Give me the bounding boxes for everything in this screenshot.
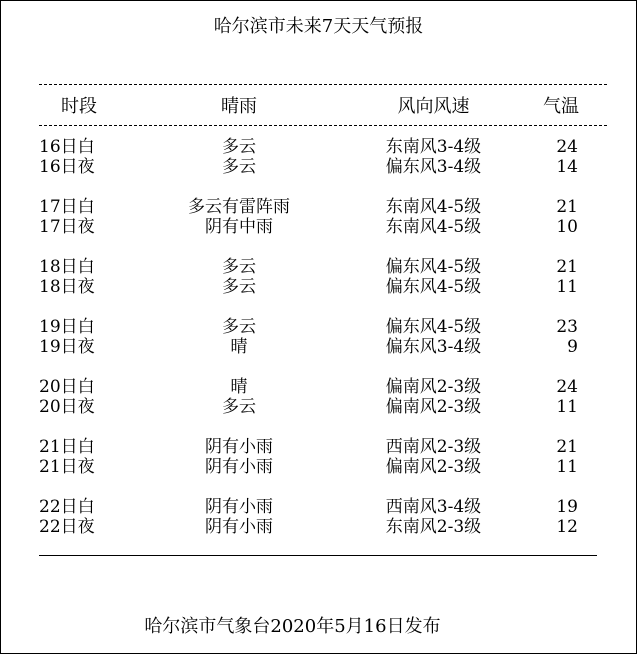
table-row bbox=[1, 137, 636, 157]
table-row bbox=[1, 437, 636, 457]
wind-cell: 东南风4-5级 bbox=[385, 197, 482, 217]
weather-cell: 阴有小雨 bbox=[205, 457, 273, 477]
table-row bbox=[1, 277, 636, 297]
weather-cell: 多云 bbox=[222, 397, 256, 417]
wind-cell: 西南风3-4级 bbox=[385, 497, 482, 517]
day-group bbox=[1, 497, 636, 557]
period-cell: 16日夜 bbox=[39, 157, 95, 177]
day-group bbox=[1, 317, 636, 377]
header-top-rule bbox=[39, 84, 607, 85]
wind-cell: 偏南风2-3级 bbox=[385, 397, 482, 417]
temperature-cell: 11 bbox=[556, 277, 578, 297]
header-weather: 晴雨 bbox=[221, 96, 257, 117]
period-cell: 17日夜 bbox=[39, 217, 95, 237]
table-row bbox=[1, 217, 636, 237]
table-header bbox=[1, 95, 636, 119]
wind-cell: 偏南风2-3级 bbox=[385, 457, 482, 477]
weather-cell: 多云 bbox=[222, 277, 256, 297]
wind-cell: 偏东风4-5级 bbox=[385, 277, 482, 297]
temperature-cell: 11 bbox=[556, 457, 578, 477]
weather-cell: 多云 bbox=[222, 257, 256, 277]
weather-cell: 晴 bbox=[230, 337, 248, 357]
table-bottom-rule bbox=[39, 555, 597, 556]
temperature-cell: 12 bbox=[556, 517, 578, 537]
period-cell: 19日白 bbox=[39, 317, 95, 337]
header-period: 时段 bbox=[61, 96, 97, 117]
period-cell: 16日白 bbox=[39, 137, 95, 157]
day-group bbox=[1, 197, 636, 257]
header-wind: 风向风速 bbox=[397, 96, 470, 117]
temperature-cell: 21 bbox=[556, 437, 578, 457]
weather-cell: 阴有中雨 bbox=[205, 217, 273, 237]
temperature-cell: 19 bbox=[556, 497, 578, 517]
temperature-cell: 24 bbox=[556, 377, 578, 397]
wind-cell: 偏南风2-3级 bbox=[385, 377, 482, 397]
wind-cell: 西南风2-3级 bbox=[385, 437, 482, 457]
temperature-cell: 9 bbox=[567, 337, 578, 357]
weather-cell: 多云有雷阵雨 bbox=[188, 197, 290, 217]
wind-cell: 东南风2-3级 bbox=[385, 517, 482, 537]
day-group bbox=[1, 437, 636, 497]
header-temp: 气温 bbox=[543, 96, 579, 117]
period-cell: 19日夜 bbox=[39, 337, 95, 357]
temperature-cell: 24 bbox=[556, 137, 578, 157]
table-row bbox=[1, 257, 636, 277]
forecast-table-body bbox=[1, 137, 636, 557]
weather-cell: 多云 bbox=[222, 137, 256, 157]
wind-cell: 偏东风4-5级 bbox=[385, 257, 482, 277]
table-row bbox=[1, 337, 636, 357]
period-cell: 20日白 bbox=[39, 377, 95, 397]
table-row bbox=[1, 197, 636, 217]
weather-cell: 阴有小雨 bbox=[205, 517, 273, 537]
table-row bbox=[1, 517, 636, 537]
weather-cell: 多云 bbox=[222, 317, 256, 337]
wind-cell: 东南风3-4级 bbox=[385, 137, 482, 157]
wind-cell: 偏东风3-4级 bbox=[385, 337, 482, 357]
day-group bbox=[1, 257, 636, 317]
day-group bbox=[1, 137, 636, 197]
weather-cell: 晴 bbox=[230, 377, 248, 397]
wind-cell: 东南风4-5级 bbox=[385, 217, 482, 237]
period-cell: 22日夜 bbox=[39, 517, 95, 537]
temperature-cell: 10 bbox=[556, 217, 578, 237]
period-cell: 21日夜 bbox=[39, 457, 95, 477]
table-row bbox=[1, 457, 636, 477]
table-row bbox=[1, 317, 636, 337]
wind-cell: 偏东风3-4级 bbox=[385, 157, 482, 177]
table-row bbox=[1, 377, 636, 397]
temperature-cell: 11 bbox=[556, 397, 578, 417]
period-cell: 21日白 bbox=[39, 437, 95, 457]
table-row bbox=[1, 497, 636, 517]
temperature-cell: 23 bbox=[556, 317, 578, 337]
temperature-cell: 21 bbox=[556, 257, 578, 277]
period-cell: 20日夜 bbox=[39, 397, 95, 417]
period-cell: 18日夜 bbox=[39, 277, 95, 297]
day-group bbox=[1, 377, 636, 437]
page-title: 哈尔滨市未来7天天气预报 bbox=[213, 16, 424, 37]
period-cell: 22日白 bbox=[39, 497, 95, 517]
issuer-footer: 哈尔滨市气象台2020年5月16日发布 bbox=[144, 616, 441, 637]
period-cell: 18日白 bbox=[39, 257, 95, 277]
header-bottom-rule bbox=[39, 125, 607, 126]
temperature-cell: 21 bbox=[556, 197, 578, 217]
table-row bbox=[1, 157, 636, 177]
temperature-cell: 14 bbox=[556, 157, 578, 177]
period-cell: 17日白 bbox=[39, 197, 95, 217]
wind-cell: 偏东风4-5级 bbox=[385, 317, 482, 337]
weather-cell: 多云 bbox=[222, 157, 256, 177]
weather-cell: 阴有小雨 bbox=[205, 497, 273, 517]
table-row bbox=[1, 397, 636, 417]
weather-cell: 阴有小雨 bbox=[205, 437, 273, 457]
